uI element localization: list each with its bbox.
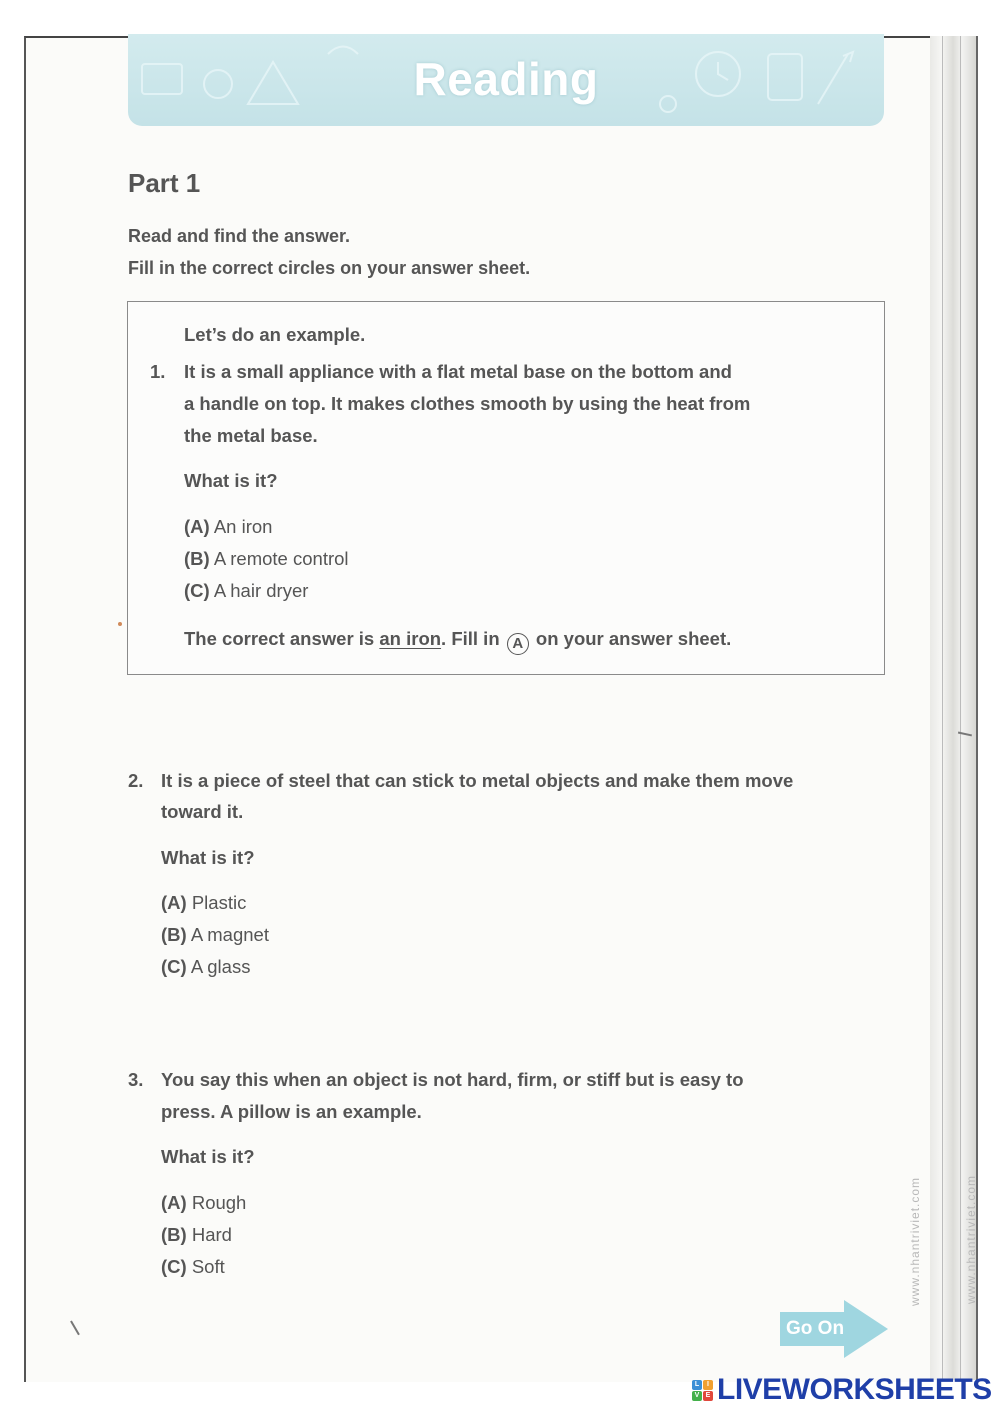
question-prompt: What is it? [161,847,255,868]
liveworksheets-logo-icon: L I V E [692,1380,713,1401]
brand-name: LIVEWORKSHEETS [717,1373,992,1406]
option-text: Soft [191,1256,225,1277]
question-text-line: the metal base. [184,425,318,446]
option-letter: (C) [161,1256,187,1277]
answer-option-c[interactable] [161,1256,225,1278]
answer-option-a[interactable] [161,1192,246,1214]
question-text-line: press. A pillow is an example. [161,1101,422,1122]
instruction-line: Fill in the correct circles on your answer sheet. [128,258,531,278]
option-text: Hard [191,1224,232,1245]
answer-circle-icon: A [507,633,529,655]
answer-option-a[interactable] [184,516,272,538]
option-letter: (C) [184,580,210,601]
answer-prefix: The correct answer is [184,628,380,649]
go-on-label[interactable]: Go On [786,1318,845,1339]
option-letter: (B) [184,548,210,569]
question-text-line: It is a small appliance with a flat metal base on the bottom and [184,361,732,382]
answer-option-c[interactable] [161,956,250,978]
question-number: 3. [128,1069,144,1090]
question-text-line: You say this when an object is not hard, firm, or stiff but is easy to [161,1069,744,1090]
publisher-watermark: www.nhantriviet.com [908,1176,922,1306]
option-letter: (A) [161,892,187,913]
option-text: Plastic [191,892,247,913]
option-text: Rough [191,1192,247,1213]
answer-option-a[interactable] [161,892,246,914]
reading-banner [128,34,884,126]
answer-option-b[interactable] [161,1224,232,1246]
question-prompt: What is it? [184,470,278,491]
liveworksheets-brand [692,1375,992,1405]
question-text-line: a handle on top. It makes clothes smooth by using the heat from [184,393,751,414]
instruction-line: Read and find the answer. [128,226,351,246]
option-letter: (C) [161,956,187,977]
option-letter: (A) [184,516,210,537]
question-text-line: toward it. [161,801,244,822]
option-text: A glass [190,956,251,977]
answer-value: an iron [379,628,442,649]
answer-option-b[interactable] [161,924,269,946]
answer-option-b[interactable] [184,548,349,570]
part-title: Part 1 [128,168,201,198]
option-text: A hair dryer [213,580,309,601]
option-text: A magnet [190,924,269,945]
option-text: A remote control [213,548,349,569]
page-title: Reading [413,53,599,105]
answer-option-c[interactable] [184,580,308,602]
question-number: 1. [150,361,166,382]
question-number: 2. [128,770,144,791]
answer-suffix: on your answer sheet. [530,628,732,649]
option-letter: (B) [161,1224,187,1245]
option-text: An iron [213,516,273,537]
answer-mid: . Fill in [441,628,505,649]
question-prompt: What is it? [161,1146,255,1167]
option-letter: (A) [161,1192,187,1213]
question-text-line: It is a piece of steel that can stick to metal objects and make them move [161,770,794,791]
example-answer-statement [184,628,731,655]
publisher-watermark: www.nhantriviet.com [964,1174,978,1304]
option-letter: (B) [161,924,187,945]
example-intro: Let’s do an example. [184,324,366,345]
